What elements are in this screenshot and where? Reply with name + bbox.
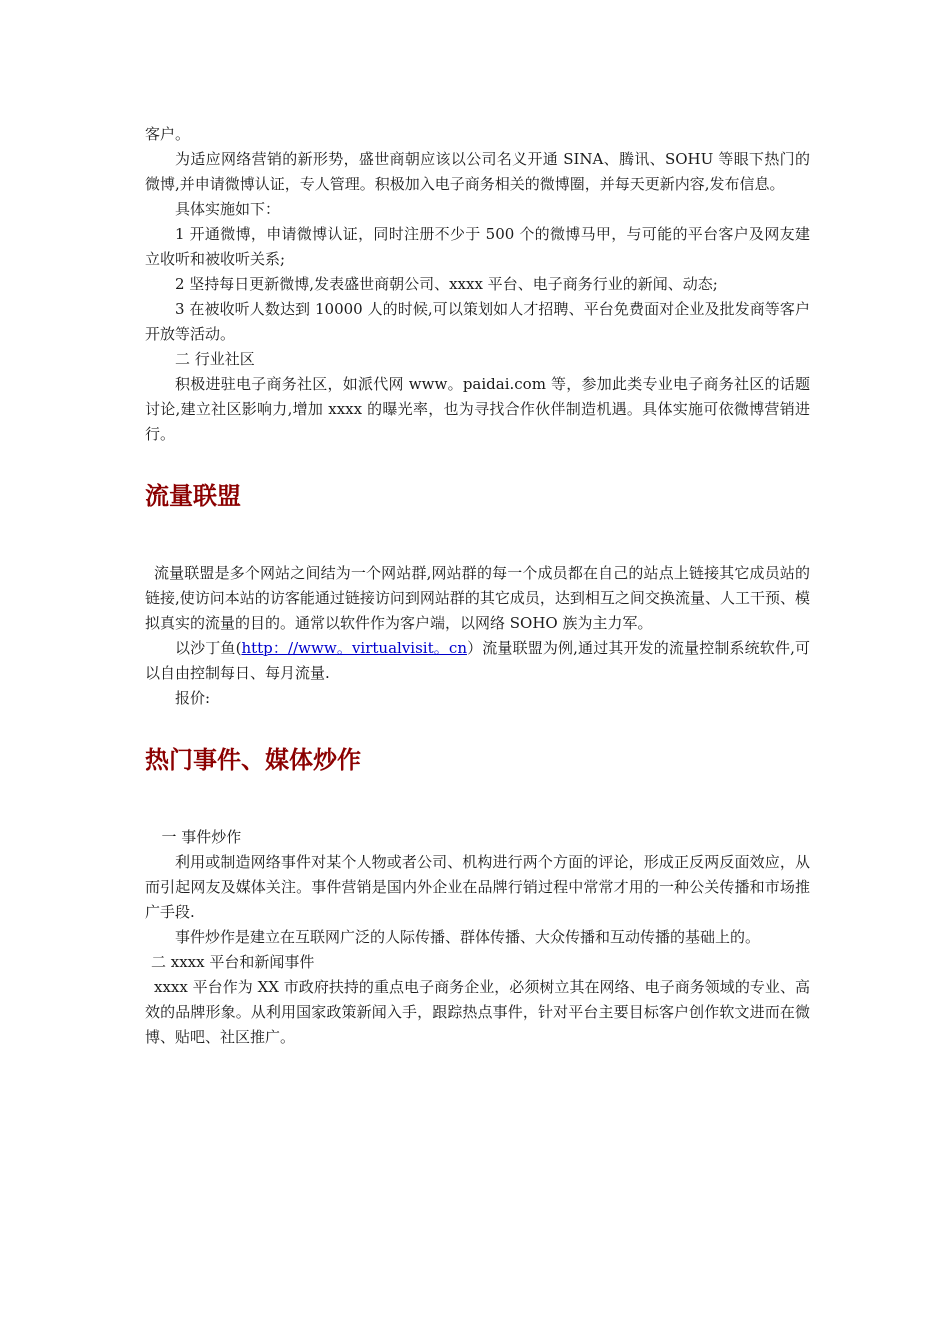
paragraph-news-body: xxxx 平台作为 XX 市政府扶持的重点电子商务企业，必须树立其在网络、电子商务领域的专业、高效的品牌形象。从利用国家政策新闻入手，跟踪热点事件，针对平台主要目标客户创作软文进而在微博、贴吧、社区推广。 bbox=[145, 978, 810, 1046]
paragraph-events-body-1: 利用或制造网络事件对某个人物或者公司、机构进行两个方面的评论，形成正反两反面效应，从而引起网友及媒体关注。事件营销是国内外企业在品牌行销过程中常常才用的一种公关传播和市场推广手段. bbox=[145, 853, 810, 921]
paragraph-weibo-intro: 为适应网络营销的新形势，盛世商朝应该以公司名义开通 SINA、腾讯、SOHU 等眼下热门的微博,并申请微博认证，专人管理。积极加入电子商务相关的微博圈，并每天更新内容,发布信息。 bbox=[145, 150, 810, 193]
paragraph-traffic-example bbox=[145, 636, 810, 686]
paragraph-news-title: 二 xxxx 平台和新闻事件 bbox=[151, 953, 315, 971]
paragraph-community-title: 二 行业社区 bbox=[175, 350, 255, 368]
paragraph-community-body: 积极进驻电子商务社区，如派代网 www。paidai.com 等，参加此类专业电子商务社区的话题讨论,建立社区影响力,增加 xxxx 的曝光率，也为寻找合作伙伴制造机遇。具体实施可依微博营销进行。 bbox=[145, 375, 810, 443]
heading-hot-events: 热门事件、媒体炒作 bbox=[145, 746, 361, 774]
paragraph-weibo-step-1: 1 开通微博，申请微博认证，同时注册不少于 500 个的微博马甲，与可能的平台客户及网友建立收听和被收听关系; bbox=[145, 225, 810, 268]
paragraph-weibo-step-2: 2 坚持每日更新微博,发表盛世商朝公司、xxxx 平台、电子商务行业的新闻、动态; bbox=[175, 275, 718, 293]
paragraph-events-title: 一 事件炒作 bbox=[161, 828, 242, 846]
virtualvisit-link[interactable]: http：//www。virtualvisit。cn bbox=[241, 639, 467, 657]
paragraph-traffic-price: 报价: bbox=[175, 689, 211, 707]
paragraph-weibo-step-3: 3 在被收听人数达到 10000 人的时候,可以策划如人才招聘、平台免费面对企业及批发商等客户开放等活动。 bbox=[145, 300, 810, 343]
document-page bbox=[145, 122, 810, 1050]
traffic-example-suffix: ）流量联盟为例,通过其开发的流量控制系统软件,可以自由控制每日、每月流量. bbox=[145, 639, 810, 682]
traffic-example-prefix: 以沙丁鱼( bbox=[175, 639, 242, 657]
heading-traffic-alliance: 流量联盟 bbox=[145, 482, 241, 510]
paragraph-intro: 客户。 bbox=[145, 125, 191, 143]
paragraph-weibo-steps-title: 具体实施如下： bbox=[175, 200, 281, 218]
paragraph-traffic-definition: 流量联盟是多个网站之间结为一个网站群,网站群的每一个成员都在自己的站点上链接其它成员站的链接,使访问本站的访客能通过链接访问到网站群的其它成员，达到相互之间交换流量、人工干预、模拟真实的流量的目的。通常以软件作为客户端，以网络 SOHO 族为主力军。 bbox=[145, 564, 810, 632]
paragraph-events-body-2: 事件炒作是建立在互联网广泛的人际传播、群体传播、大众传播和互动传播的基础上的。 bbox=[175, 928, 761, 946]
